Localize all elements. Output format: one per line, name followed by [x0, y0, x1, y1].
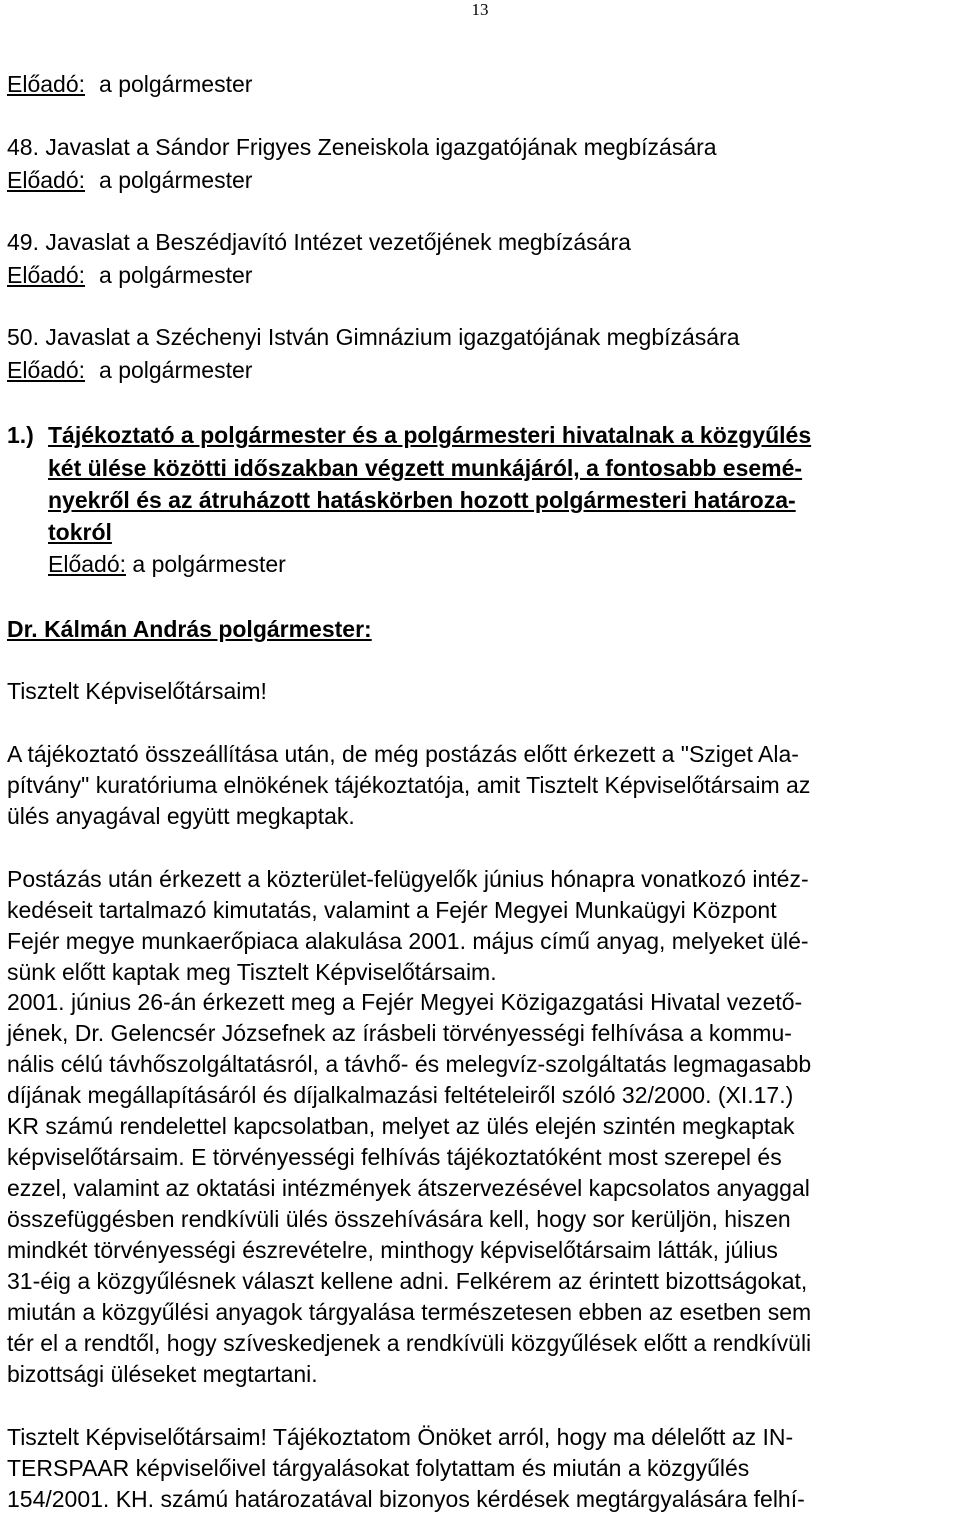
presenter-line: [48, 550, 286, 578]
paragraph-line: pítvány" kuratóriuma elnökének tájékoztatója, amit Tisztelt Képviselőtársaim az: [7, 772, 811, 798]
paragraph-line: jének, Dr. Gelencsér Józsefnek az írásbeli törvényességi felhívása a kommu-: [7, 1020, 792, 1046]
paragraph-line: 31-éig a közgyűlésnek választ kellene adni. Felkérem az érintett bizottságokat,: [7, 1268, 808, 1294]
paragraph-line: nális célú távhőszolgáltatásról, a távhő- és melegvíz-szolgáltatás legmagasabb: [7, 1051, 812, 1077]
paragraph-line: kedéseit tartalmazó kimutatás, valamint a Fejér Megyei Munkaügyi Központ: [7, 897, 777, 923]
agenda-item-title: 50. Javaslat a Széchenyi István Gimnázium igazgatójának megbízására: [7, 324, 740, 350]
item-title-line: Tájékoztató a polgármester és a polgármesteri hivatalnak a közgyűlés: [48, 422, 812, 448]
agenda-item-title: 48. Javaslat a Sándor Frigyes Zeneiskola igazgatójának megbízására: [7, 134, 717, 160]
presenter-name: a polgármester: [99, 262, 253, 288]
presenter-line: [7, 70, 252, 98]
presenter-line: [7, 356, 252, 384]
presenter-label: Előadó:: [7, 262, 86, 288]
paragraph-line: képviselőtársaim. E törvényességi felhívás tájékoztatóként most szerepel és: [7, 1144, 782, 1170]
paragraph-line: tér el a rendtől, hogy szíveskedjenek a rendkívüli közgyűlések előtt a rendkívüli: [7, 1330, 812, 1356]
presenter-line: [7, 166, 252, 194]
item-title-line: tokról: [48, 519, 112, 545]
item-title-line: két ülése közötti időszakban végzett munkájáról, a fontosabb esemé-: [48, 455, 803, 481]
paragraph-line: bizottsági üléseket megtartani.: [7, 1361, 318, 1387]
paragraph-line: díjának megállapításáról és díjalkalmazási feltételeiről szóló 32/2000. (XI.17.): [7, 1082, 794, 1108]
item-title-line: nyekről és az átruházott hatáskörben hozott polgármesteri határoza-: [48, 487, 796, 513]
presenter-name: a polgármester: [132, 551, 286, 577]
paragraph-line: ülés anyagával együtt megkaptak.: [7, 803, 355, 829]
paragraph-line: összefüggésben rendkívüli ülés összehívására kell, hogy sor kerüljön, hiszen: [7, 1206, 791, 1232]
presenter-label: Előadó:: [7, 357, 86, 383]
paragraph-line: ezzel, valamint az oktatási intézmények átszervezésével kapcsolatos anyaggal: [7, 1175, 810, 1201]
presenter-name: a polgármester: [99, 71, 253, 97]
paragraph-line: A tájékoztató összeállítása után, de még postázás előtt érkezett a "Sziget Ala-: [7, 741, 799, 767]
greeting: Tisztelt Képviselőtársaim!: [7, 678, 267, 704]
agenda-item-title: 49. Javaslat a Beszédjavító Intézet vezetőjének megbízására: [7, 229, 631, 255]
paragraph-line: Postázás után érkezett a közterület-felügyelők június hónapra vonatkozó intéz-: [7, 866, 809, 892]
presenter-label: Előadó:: [48, 551, 127, 577]
paragraph-line: TERSPAAR képviselőivel tárgyalásokat folytattam és miután a közgyűlés: [7, 1455, 750, 1481]
item-number: 1.): [7, 422, 34, 448]
paragraph-line: Tisztelt Képviselőtársaim! Tájékoztatom Önöket arról, hogy ma délelőtt az IN-: [7, 1424, 794, 1450]
page-number: 13: [471, 0, 489, 19]
paragraph-line: miután a közgyűlési anyagok tárgyalása természetesen ebben az esetben sem: [7, 1299, 812, 1325]
paragraph-line: sünk előtt kaptak meg Tisztelt Képviselőtársaim.: [7, 959, 497, 985]
presenter-label: Előadó:: [7, 71, 86, 97]
presenter-name: a polgármester: [99, 357, 253, 383]
paragraph-line: KR számú rendelettel kapcsolatban, melyet az ülés elején szintén megkaptak: [7, 1113, 795, 1139]
paragraph-line: 2001. június 26-án érkezett meg a Fejér Megyei Közigazgatási Hivatal vezető-: [7, 989, 803, 1015]
presenter-line: [7, 261, 252, 289]
speaker-heading: Dr. Kálmán András polgármester:: [7, 616, 372, 642]
paragraph-line: 154/2001. KH. számú határozatával bizonyos kérdések megtárgyalására felhí-: [7, 1486, 805, 1512]
presenter-label: Előadó:: [7, 167, 86, 193]
paragraph-line: mindkét törvényességi észrevételre, minthogy képviselőtársaim látták, július: [7, 1237, 778, 1263]
paragraph-line: Fejér megye munkaerőpiaca alakulása 2001. május című anyag, melyeket ülé-: [7, 928, 809, 954]
presenter-name: a polgármester: [99, 167, 253, 193]
